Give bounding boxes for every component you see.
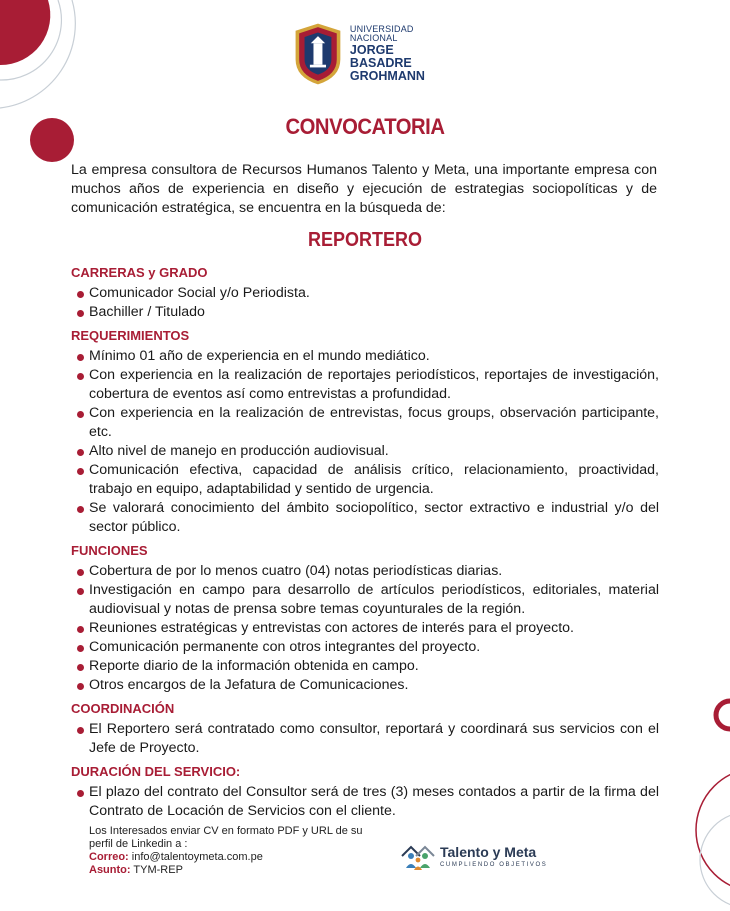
bullet-icon <box>77 790 84 797</box>
company-name: Talento y Meta <box>440 843 537 860</box>
university-logo <box>292 18 452 90</box>
requirements-content <box>71 265 659 827</box>
list-item: Alto nivel de manejo en producción audiovisual. <box>71 442 659 461</box>
bullet-list <box>71 562 659 695</box>
list-item: Investigación en campo para desarrollo de artículos periodísticos, editoriales, material audiovisual y notas de prensa sobre temas coyunturales de la región. <box>71 581 659 619</box>
section-title: REQUERIMIENTOS <box>71 328 190 343</box>
contact-line2: perfil de Linkedin a : <box>89 838 188 850</box>
bullet-list <box>71 783 659 821</box>
bullet-icon <box>77 373 84 380</box>
university-name-line1: UNIVERSIDAD NACIONAL <box>349 23 414 44</box>
list-item: El plazo del contrato del Consultor será de tres (3) meses contados a partir de la firma del Contrato de Locación de Servicios con el cliente. <box>71 783 659 821</box>
email-link[interactable]: info@talentoymeta.com.pe <box>131 851 263 863</box>
contact-line1: Los Interesados enviar CV en formato PDF y URL de su <box>89 825 363 837</box>
bullet-icon <box>77 310 84 317</box>
intro-paragraph: La empresa consultora de Recursos Humanos Talento y Meta, una importante empresa con muchos años de experiencia en diseño y ejecución de estrategias sociopolíticas y de comunicación estratégica, se encuentra en la búsqueda de: <box>71 162 657 216</box>
job-title: REPORTERO <box>307 229 423 251</box>
section-carreras <box>71 265 659 322</box>
bullet-icon <box>77 506 84 513</box>
decor-bottom-right-circles <box>690 680 730 911</box>
list-item: Comunicación permanente con otros integrantes del proyecto. <box>71 638 659 657</box>
list-item: Mínimo 01 año de experiencia en el mundo mediático. <box>71 347 659 366</box>
bullet-icon <box>77 449 84 456</box>
section-funciones <box>71 543 659 695</box>
bullet-icon <box>77 354 84 361</box>
page-title: CONVOCATORIA <box>285 114 445 139</box>
university-name-line2: JORGE BASADRE <box>349 42 412 70</box>
bullet-list <box>71 284 659 322</box>
list-item: Bachiller / Titulado <box>71 303 659 322</box>
bullet-icon <box>77 468 84 475</box>
section-duracion <box>71 764 659 821</box>
section-title: FUNCIONES <box>71 543 148 558</box>
section-title: CARRERAS y GRADO <box>71 265 208 280</box>
bullet-icon <box>77 411 84 418</box>
people-houses-icon <box>400 840 436 872</box>
list-item: Reporte diario de la información obtenida en campo. <box>71 657 659 676</box>
bullet-icon <box>77 664 84 671</box>
list-item: Con experiencia en la realización de reportajes periodísticos, reportajes de investigación, cobertura de eventos así como entrevistas a profundidad. <box>71 366 659 404</box>
section-coordinacion <box>71 701 659 758</box>
list-item: Comunicación efectiva, capacidad de análisis crítico, relacionamiento, proactividad, trabajo en equipo, adaptabilidad y sentido de urgencia. <box>71 461 659 499</box>
bullet-icon <box>77 626 84 633</box>
company-logo <box>400 838 560 874</box>
list-item: Se valorará conocimiento del ámbito sociopolítico, sector extractivo e industrial y/o del sector público. <box>71 499 659 537</box>
bullet-icon <box>77 569 84 576</box>
company-tagline: CUMPLIENDO OBJETIVOS <box>440 861 548 868</box>
section-requerimientos <box>71 328 659 537</box>
bullet-icon <box>77 683 84 690</box>
bullet-icon <box>77 727 84 734</box>
list-item: Cobertura de por lo menos cuatro (04) notas periodísticas diarias. <box>71 562 659 581</box>
decor-top-left-circles <box>0 0 140 170</box>
bullet-list <box>71 347 659 537</box>
list-item: Comunicador Social y/o Periodista. <box>71 284 659 303</box>
bullet-icon <box>77 588 84 595</box>
contact-info <box>89 825 379 877</box>
section-title: DURACIÓN DEL SERVICIO: <box>71 764 241 779</box>
contact-subject: Asunto: TYM-REP <box>89 864 183 876</box>
contact-email: Correo: info@talentoymeta.com.pe <box>89 851 263 863</box>
university-name-line3: GROHMANN <box>349 69 425 83</box>
list-item: El Reportero será contratado como consultor, reportará y coordinará sus servicios con el Jefe de Proyecto. <box>71 720 659 758</box>
list-item: Otros encargos de la Jefatura de Comunicaciones. <box>71 676 659 695</box>
list-item: Reuniones estratégicas y entrevistas con actores de interés para el proyecto. <box>71 619 659 638</box>
section-title: COORDINACIÓN <box>71 701 175 716</box>
bullet-list <box>71 720 659 758</box>
list-item: Con experiencia en la realización de entrevistas, focus groups, observación participante, etc. <box>71 404 659 442</box>
bullet-icon <box>77 291 84 298</box>
bullet-icon <box>77 645 84 652</box>
university-seal-icon <box>292 18 344 90</box>
